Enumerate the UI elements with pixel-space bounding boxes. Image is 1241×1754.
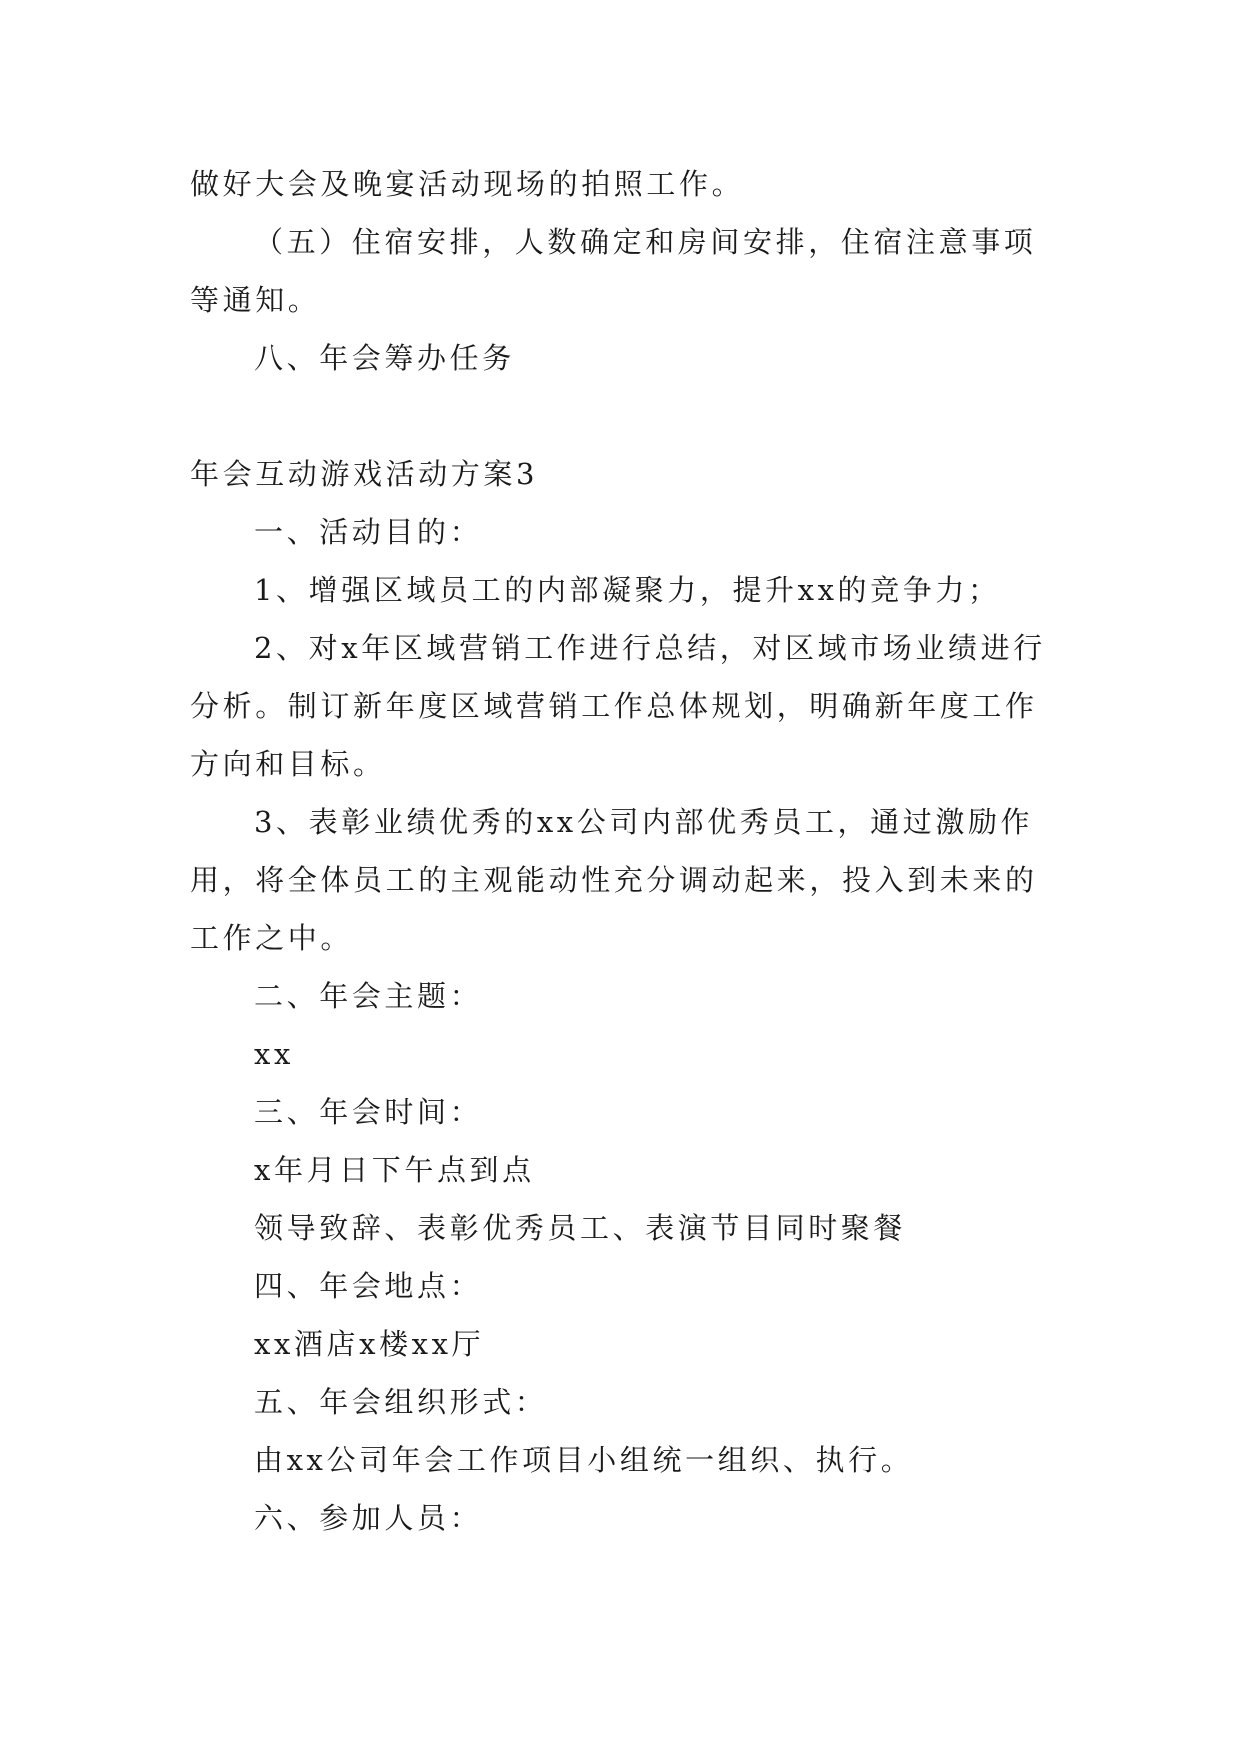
heading-time: 三、年会时间： [254,1095,483,1129]
heading-organization: 五、年会组织形式： [254,1385,548,1419]
paragraph-time-value: x年月日下午点到点 [254,1153,535,1187]
document-page [190,155,1052,1547]
paragraph-purpose-3: 3、表彰业绩优秀的xx公司内部优秀员工，通过激励作用，将全体员工的主观能动性充分调动起来，投入到未来的工作之中。 [190,805,1038,955]
heading-activity-purpose: 一、活动目的： [254,515,483,549]
document-title: 年会互动游戏活动方案3 [190,457,539,491]
paragraph-purpose-1: 1、增强区域员工的内部凝聚力，提升xx的竞争力； [254,573,1001,607]
paragraph-theme-value: xx [254,1037,294,1071]
heading-location: 四、年会地点： [254,1269,483,1303]
paragraph-photo-work: 做好大会及晚宴活动现场的拍照工作。 [190,167,745,201]
paragraph-location-value: xx酒店x楼xx厅 [254,1327,485,1361]
paragraph-accommodation: （五）住宿安排，人数确定和房间安排，住宿注意事项等通知。 [190,225,1037,317]
heading-theme: 二、年会主题： [254,979,483,1013]
heading-preparation-tasks: 八、年会筹办任务 [254,341,515,375]
blank-line [190,387,1052,445]
heading-participants: 六、参加人员： [254,1501,483,1535]
paragraph-organization-value: 由xx公司年会工作项目小组统一组织、执行。 [254,1443,914,1477]
paragraph-purpose-2: 2、对x年区域营销工作进行总结，对区域市场业绩进行分析。制订新年度区域营销工作总体规划，明确新年度工作方向和目标。 [190,631,1046,781]
paragraph-agenda: 领导致辞、表彰优秀员工、表演节目同时聚餐 [254,1211,907,1245]
